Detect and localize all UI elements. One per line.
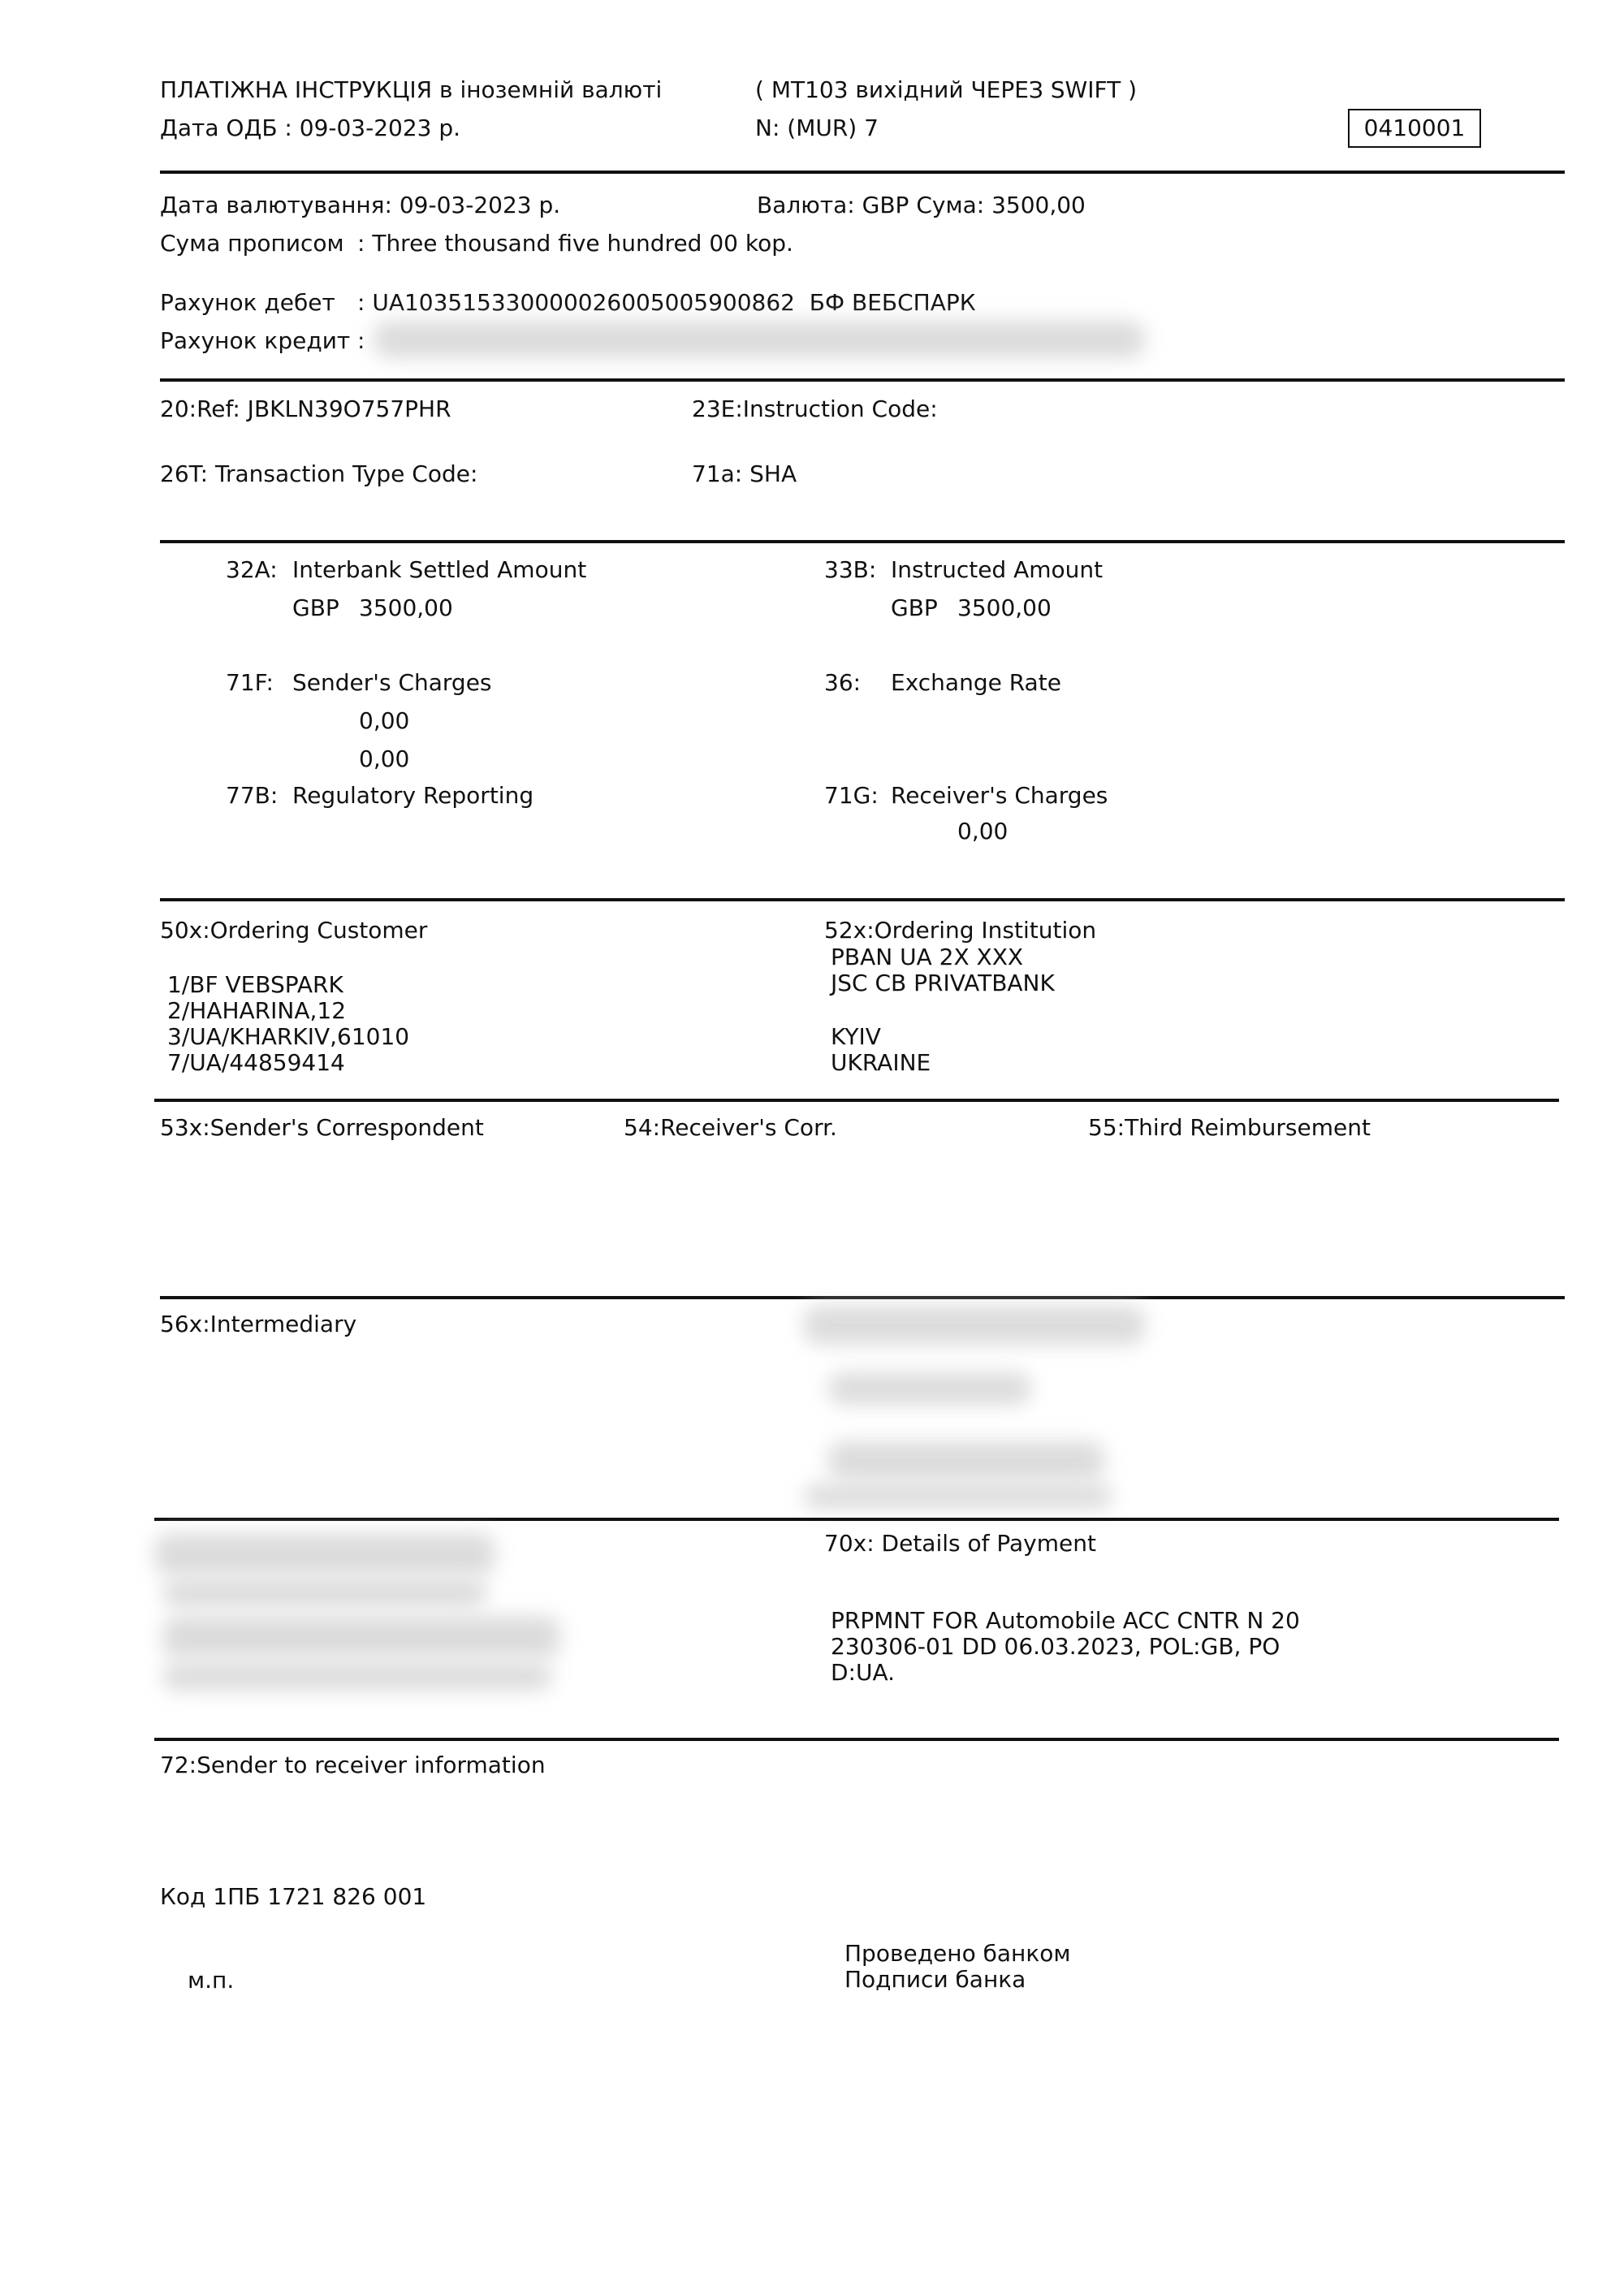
field-77b-tag: 77B: xyxy=(226,782,279,809)
processed-by-bank: Проведено банком xyxy=(844,1940,1071,1967)
field-32a-currency: GBP xyxy=(292,594,339,621)
value-date: Дата валютування: 09-03-2023 р. xyxy=(160,192,561,218)
redacted-beneficiary-customer xyxy=(162,1616,560,1658)
field-36-label: Exchange Rate xyxy=(891,669,1061,696)
instruction-code: 23E:Instruction Code: xyxy=(692,395,938,422)
field-71g-label: Receiver's Charges xyxy=(891,782,1108,809)
divider xyxy=(154,1738,1559,1741)
redacted-beneficiary-customer xyxy=(162,1579,487,1607)
details-of-payment-line: PRPMNT FOR Automobile ACC CNTR N 20 xyxy=(831,1607,1300,1634)
odb-date: Дата ОДБ : 09-03-2023 р. xyxy=(160,114,461,141)
amount-words-label: Сума прописом xyxy=(160,230,344,257)
field-32a-tag: 32A: xyxy=(226,556,278,583)
document-title: ПЛАТІЖНА ІНСТРУКЦІЯ в іноземній валюті xyxy=(160,76,663,103)
redacted-credit-account xyxy=(374,321,1145,358)
field-33b-currency: GBP xyxy=(891,594,938,621)
details-of-payment-line: 230306-01 DD 06.03.2023, POL:GB, PO xyxy=(831,1633,1281,1660)
sender-to-receiver-label: 72:Sender to receiver information xyxy=(160,1752,546,1778)
details-of-payment-line: D:UA. xyxy=(831,1659,896,1686)
field-77b-label: Regulatory Reporting xyxy=(292,782,534,809)
divider xyxy=(154,1099,1559,1102)
field-33b-value: 3500,00 xyxy=(957,594,1052,621)
currency-amount: Валюта: GBP Сума: 3500,00 xyxy=(757,192,1086,218)
redacted-beneficiary-bank xyxy=(804,1306,1145,1345)
ordering-institution-line: UKRAINE xyxy=(831,1049,931,1076)
reference: 20:Ref: JBKLN39O757PHR xyxy=(160,395,451,422)
field-71g-value: 0,00 xyxy=(957,818,1009,845)
redacted-beneficiary-customer xyxy=(162,1663,552,1691)
ordering-institution-line: JSC CB PRIVATBANK xyxy=(831,970,1055,996)
divider xyxy=(160,540,1565,543)
field-32a-label: Interbank Settled Amount xyxy=(292,556,587,583)
redacted-beneficiary-customer xyxy=(154,1533,495,1575)
receiver-correspondent-label: 54:Receiver's Corr. xyxy=(624,1114,837,1141)
message-type: ( МТ103 вихідний ЧЕРЕЗ SWIFT ) xyxy=(755,76,1138,103)
sender-correspondent-label: 53x:Sender's Correspondent xyxy=(160,1114,484,1141)
debit-account-label: Рахунок дебет xyxy=(160,289,335,316)
ordering-institution-line: PBAN UA 2X XXX xyxy=(831,944,1024,970)
third-reimbursement-label: 55:Third Reimbursement xyxy=(1088,1114,1371,1141)
field-33b-tag: 33B: xyxy=(824,556,877,583)
field-33b-label: Instructed Amount xyxy=(891,556,1104,583)
credit-account-label: Рахунок кредит xyxy=(160,327,351,354)
code-1pb: Код 1ПБ 1721 826 001 xyxy=(160,1883,427,1910)
redacted-beneficiary-bank xyxy=(828,1372,1031,1405)
ordering-institution-label: 52x:Ordering Institution xyxy=(824,917,1097,944)
redacted-beneficiary-bank xyxy=(804,1484,1112,1509)
ordering-customer-label: 50x:Ordering Customer xyxy=(160,917,428,944)
divider xyxy=(160,171,1565,174)
stamp-place: м.п. xyxy=(188,1967,235,1994)
credit-account-value: : xyxy=(357,327,365,354)
field-71f-value: 0,00 xyxy=(359,707,410,734)
field-32a-value: 3500,00 xyxy=(359,594,453,621)
redacted-beneficiary-bank xyxy=(828,1441,1104,1480)
bank-signatures: Подписи банка xyxy=(844,1966,1026,1993)
document-number: N: (MUR) 7 xyxy=(755,114,879,141)
field-71f-tag: 71F: xyxy=(226,669,274,696)
ordering-customer-line: 1/BF VEBSPARK xyxy=(167,971,343,998)
transaction-type-code: 26T: Transaction Type Code: xyxy=(160,460,478,487)
amount-words: : Three thousand five hundred 00 kop. xyxy=(357,230,793,257)
field-36-tag: 36: xyxy=(824,669,862,696)
debit-account-value: : UA103515330000026005005900862 БФ ВЕБСПАРК xyxy=(357,289,976,316)
divider xyxy=(160,378,1565,382)
divider xyxy=(160,1296,1565,1299)
ordering-customer-line: 2/HAHARINA,12 xyxy=(167,997,347,1024)
divider xyxy=(154,1518,1559,1521)
code-box: 0410001 xyxy=(1348,109,1481,148)
ordering-customer-line: 3/UA/KHARKIV,61010 xyxy=(167,1023,410,1050)
field-71g-tag: 71G: xyxy=(824,782,879,809)
ordering-institution-line: KYIV xyxy=(831,1023,881,1050)
ordering-customer-line: 7/UA/44859414 xyxy=(167,1049,345,1076)
details-of-payment-label: 70x: Details of Payment xyxy=(824,1530,1096,1557)
field-71f-label: Sender's Charges xyxy=(292,669,492,696)
divider xyxy=(160,898,1565,901)
field-71f-value: 0,00 xyxy=(359,745,410,772)
intermediary-label: 56x:Intermediary xyxy=(160,1311,357,1337)
charges-code: 71a: SHA xyxy=(692,460,797,487)
